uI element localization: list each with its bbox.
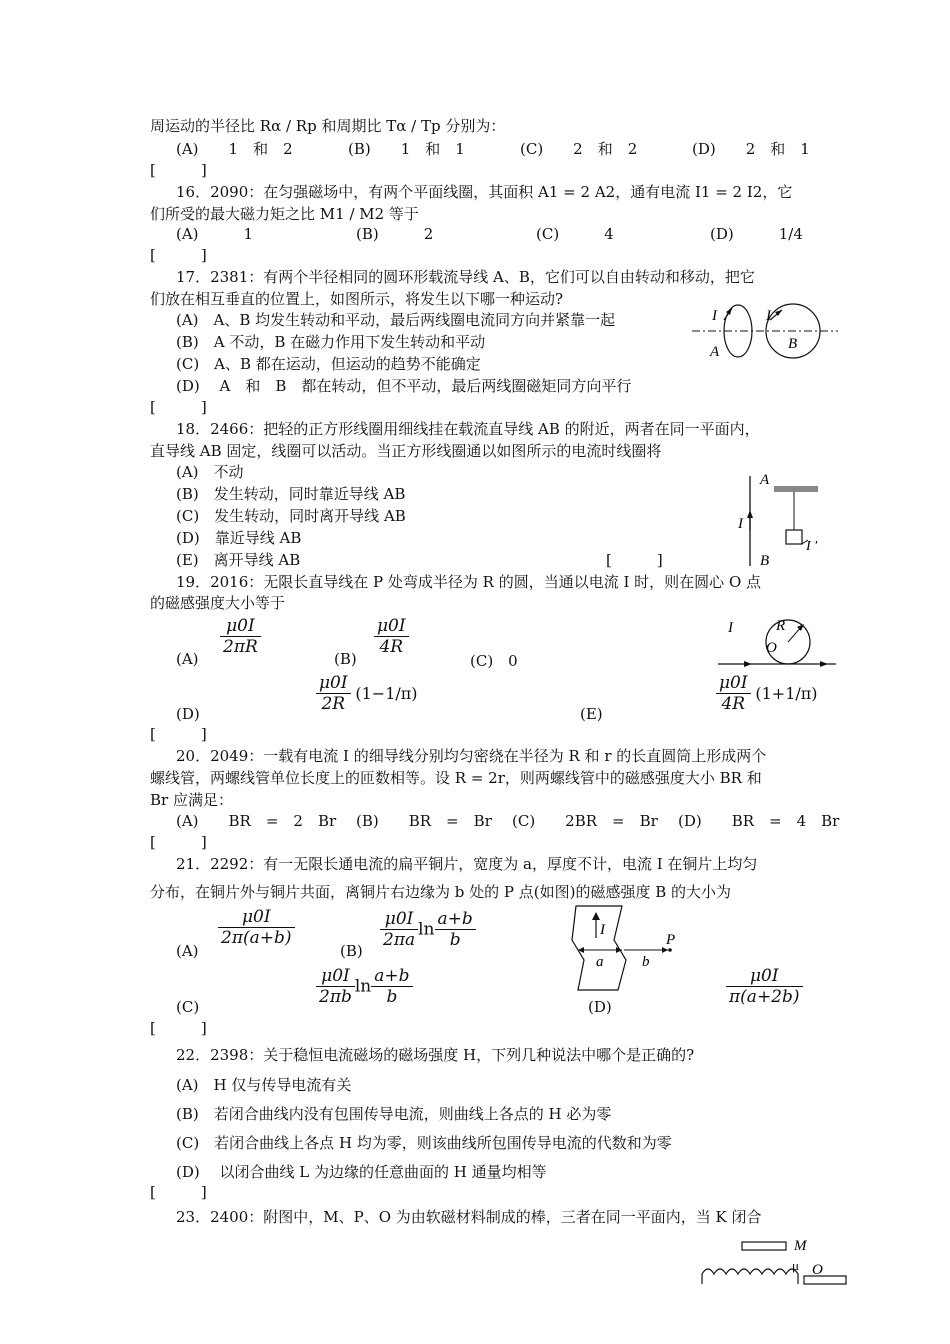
q21-text-1: 21．2292：有一无限长通电流的扁平铜片，宽度为 a，厚度不计，电流 I 在铜片上均匀 — [176, 855, 758, 873]
q22-option-c: (C) 若闭合曲线上各点 H 均为零，则该曲线所包围传导电流的代数和为零 — [176, 1134, 672, 1152]
formula-num: a+b — [371, 966, 412, 987]
formula-den: 2πa — [383, 930, 416, 950]
q18-option-b: (B) 发生转动，同时靠近导线 AB — [176, 485, 406, 503]
q15-option-c: (C) 2 和 2 — [520, 140, 638, 158]
q20-option-b: (B) BR = Br — [356, 812, 492, 830]
formula-ln: ln — [418, 919, 435, 940]
q18-text-2: 直导线 AB 固定，线圈可以活动。当正方形线圈通以如图所示的电流时线圈将 — [150, 442, 662, 460]
q23-figure — [700, 1232, 850, 1292]
q17-text-1: 17．2381：有两个半径相同的圆环形载流导线 A、B，它们可以自由转动和移动，把它 — [176, 268, 755, 286]
q21-fig-point-p: P — [666, 932, 676, 948]
q19-option-e-formula — [716, 673, 818, 714]
q22-text: 22．2398：关于稳恒电流磁场的磁场强度 H，下列几种说法中哪个是正确的? — [176, 1046, 695, 1064]
q15-answer-bracket: [ ] — [150, 161, 207, 179]
q16-option-b: (B) 2 — [356, 225, 434, 243]
q19-option-d-formula — [316, 673, 418, 714]
formula-num: μ0I — [726, 966, 803, 987]
rod-m — [742, 1242, 786, 1250]
q19-label-a: (A) — [176, 650, 199, 668]
formula-den: b — [449, 930, 461, 950]
q19-option-b-formula — [374, 616, 409, 657]
q21-option-b-formula — [380, 909, 476, 950]
q17-figure — [688, 298, 848, 366]
formula-ln: ln — [354, 976, 372, 997]
q21-fig-distance-b: b — [642, 954, 650, 970]
q18-answer-bracket: [ ] — [606, 551, 663, 569]
formula-num: a+b — [435, 909, 476, 930]
q19-text-2: 的磁感强度大小等于 — [150, 594, 286, 612]
q20-text-2: 螺线管，两螺线管单位长度上的匝数相等。设 R = 2r，则两螺线管中的磁感强度大小 BR 和 — [150, 769, 762, 787]
formula-den: 2πR — [223, 637, 258, 657]
formula-num: μ0I — [218, 907, 295, 928]
formula-den: b — [386, 987, 398, 1007]
q18-text-1: 18．2466：把轻的正方形线圈用细线挂在载流直导线 AB 的附近，两者在同一平面内， — [176, 420, 760, 438]
formula-den: 4R — [379, 637, 404, 657]
q17-option-b: (B) A 不动，B 在磁力作用下发生转动和平动 — [176, 333, 486, 351]
q18-fig-label-b: B — [760, 553, 770, 569]
q16-answer-bracket: [ ] — [150, 246, 207, 264]
square-coil — [786, 530, 802, 544]
q22-option-b: (B) 若闭合曲线内没有包围传导电流，则曲线上各点的 H 必为零 — [176, 1105, 612, 1123]
formula-den: 2πb — [319, 987, 352, 1007]
q15-option-b: (B) 1 和 1 — [348, 140, 465, 158]
q23-fig-label-m: M — [794, 1238, 807, 1254]
q15-option-d: (D) 2 和 1 — [692, 140, 810, 158]
q20-text-3: Br 应满足： — [150, 791, 233, 809]
q22-option-d: (D) 以闭合曲线 L 为边缘的任意曲面的 H 通量均相等 — [176, 1163, 547, 1181]
q15-option-a: (A) 1 和 2 — [176, 140, 293, 158]
q21-option-a-formula — [218, 907, 295, 948]
q19-fig-radius-r: R — [776, 618, 786, 634]
q18-fig-label-a: A — [760, 472, 770, 488]
q18-fig-current-i: I — [738, 516, 743, 532]
q19-fig-current-i: I — [728, 620, 733, 636]
q19-answer-bracket: [ ] — [150, 725, 207, 743]
formula-num: μ0I — [716, 673, 751, 694]
q19-label-e: (E) — [580, 705, 603, 723]
q18-option-e: (E) 离开导线 AB — [176, 551, 301, 569]
q20-option-a: (A) BR = 2 Br — [176, 812, 337, 830]
q23-fig-mu: μ — [792, 1258, 799, 1273]
q18-figure — [736, 470, 836, 570]
q22-answer-bracket: [ ] — [150, 1183, 207, 1201]
formula-num: μ0I — [316, 966, 355, 987]
q16-option-a: (A) 1 — [176, 225, 254, 243]
q23-text: 23．2400：附图中，M、P、O 为由软磁材料制成的棒，三者在同一平面内，当 K 闭合 — [176, 1208, 762, 1226]
q19-fig-center-o: O — [766, 640, 777, 656]
q17-fig-label-b: B — [788, 336, 798, 352]
q21-figure — [566, 902, 686, 994]
formula-den: 2R — [321, 694, 346, 714]
q21-fig-width-a: a — [596, 954, 604, 970]
q17-option-a: (A) A、B 均发生转动和平动，最后两线圈电流同方向并紧靠一起 — [176, 311, 616, 329]
q20-text-1: 20．2049：一载有电流 I 的细导线分别均匀密绕在半径为 R 和 r 的长直圆筒上形成两个 — [176, 747, 767, 765]
formula-num: μ0I — [316, 673, 351, 694]
q17-option-c: (C) A、B 都在运动，但运动的趋势不能确定 — [176, 355, 481, 373]
rod-o — [804, 1276, 846, 1284]
q21-label-b: (B) — [340, 942, 363, 960]
q18-option-a: (A) 不动 — [176, 463, 244, 481]
formula-tail: (1+1/π) — [755, 684, 818, 703]
q23-fig-label-o: O — [812, 1262, 823, 1278]
q16-text-2: 们所受的最大磁力矩之比 M1 / M2 等于 — [150, 205, 419, 223]
q20-option-d: (D) BR = 4 Br — [678, 812, 840, 830]
q21-label-a: (A) — [176, 942, 199, 960]
q18-option-c: (C) 发生转动，同时离开导线 AB — [176, 507, 406, 525]
q22-option-a: (A) H 仅与传导电流有关 — [176, 1076, 352, 1094]
q19-figure — [712, 612, 842, 674]
q18-fig-current-iprime: I ′ — [806, 539, 818, 554]
formula-num: μ0I — [380, 909, 418, 930]
q19-text-1: 19．2016：无限长直导线在 P 处弯成半径为 R 的圆，当通以电流 I 时，则在圆心 O 点 — [176, 573, 762, 591]
q17-answer-bracket: [ ] — [150, 398, 207, 416]
q16-text-1: 16．2090：在匀强磁场中，有两个平面线圈，其面积 A1 = 2 A2，通有电流 I1 = 2 I2，它 — [176, 183, 793, 201]
q21-label-c: (C) — [176, 998, 200, 1016]
q21-option-d-formula — [726, 966, 803, 1007]
q21-answer-bracket: [ ] — [150, 1019, 207, 1037]
q20-option-c: (C) 2BR = Br — [512, 812, 658, 830]
formula-den: 4R — [721, 694, 746, 714]
q21-option-c-formula — [316, 966, 413, 1007]
q16-option-d: (D) 1/4 — [710, 225, 803, 243]
q17-fig-i-left: I — [712, 308, 717, 324]
q19-option-a-formula — [220, 616, 261, 657]
q21-fig-current-i: I — [600, 922, 605, 938]
formula-num: μ0I — [374, 616, 409, 637]
q17-option-d: (D) A 和 B 都在转动，但不平动，最后两线圈磁矩同方向平行 — [176, 377, 632, 395]
q15-text: 周运动的半径比 Rα / Rp 和周期比 Tα / Tp 分别为： — [150, 117, 506, 135]
support-bar — [774, 486, 818, 492]
q17-text-2: 们放在相互垂直的位置上，如图所示，将发生以下哪一种运动? — [150, 290, 564, 308]
q16-option-c: (C) 4 — [536, 225, 614, 243]
solenoid-coil — [702, 1269, 798, 1284]
q21-text-2: 分布，在铜片外与铜片共面，离铜片右边缘为 b 处的 P 点(如图)的磁感强度 B 的大小为 — [150, 883, 732, 901]
q20-answer-bracket: [ ] — [150, 833, 207, 851]
formula-den: 2π(a+b) — [221, 928, 292, 948]
formula-tail: (1−1/π) — [355, 684, 418, 703]
formula-den: π(a+2b) — [729, 987, 800, 1007]
q17-fig-i-right: I — [766, 308, 771, 324]
q21-label-d: (D) — [588, 998, 612, 1016]
q19-option-c: (C) 0 — [470, 652, 518, 670]
q19-label-b: (B) — [334, 650, 357, 668]
q18-option-d: (D) 靠近导线 AB — [176, 529, 302, 547]
q17-fig-label-a: A — [710, 344, 720, 360]
q19-label-d: (D) — [176, 705, 200, 723]
formula-num: μ0I — [220, 616, 261, 637]
